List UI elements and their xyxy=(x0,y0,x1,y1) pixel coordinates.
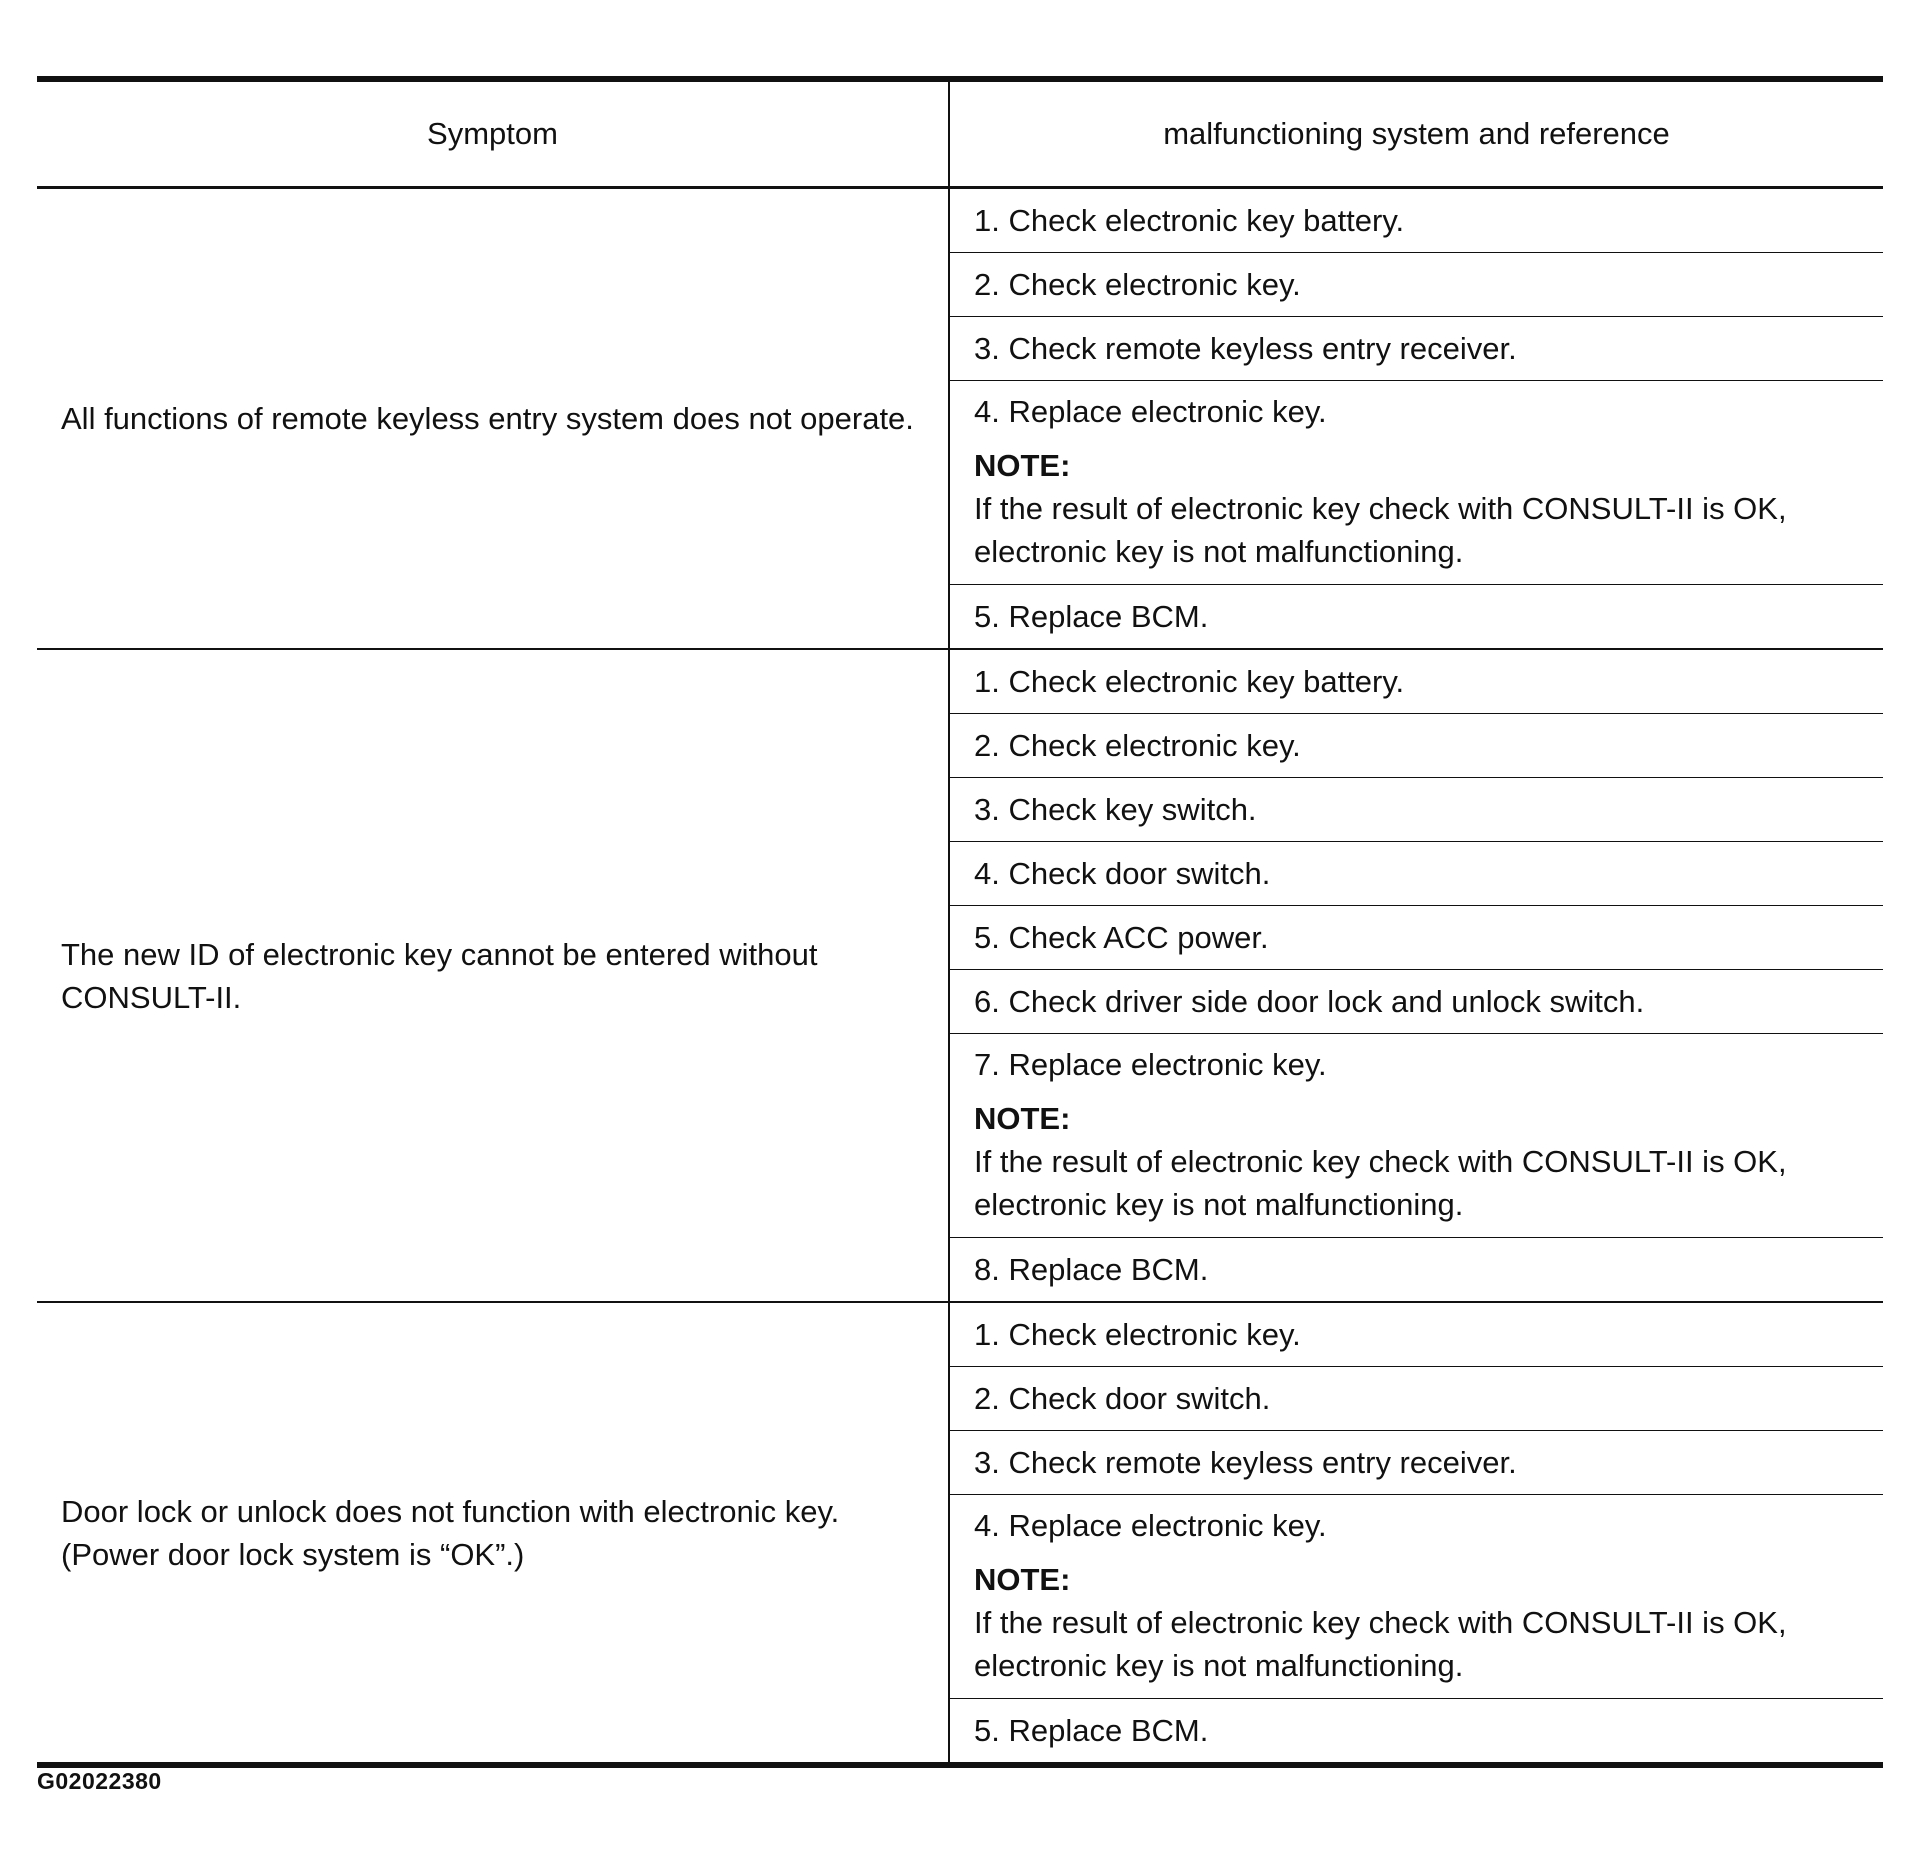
step-text: 3. Check remote keyless entry receiver. xyxy=(974,331,1517,366)
reference-step-cell xyxy=(949,585,1883,650)
table-row xyxy=(37,188,1883,253)
symptom-cell: All functions of remote keyless entry system does not operate. xyxy=(37,188,949,650)
step-text: 7. Replace electronic key. xyxy=(974,1047,1327,1082)
reference-step-cell xyxy=(949,1699,1883,1766)
reference-step-cell xyxy=(949,381,1883,585)
reference-step-cell xyxy=(949,842,1883,906)
step-text: 2. Check electronic key. xyxy=(974,267,1301,302)
step-text: 3. Check remote keyless entry receiver. xyxy=(974,1445,1517,1480)
header-reference: malfunctioning system and reference xyxy=(949,79,1883,188)
step-text: 1. Check electronic key battery. xyxy=(974,203,1405,238)
reference-step-cell xyxy=(949,906,1883,970)
reference-step-cell xyxy=(949,714,1883,778)
reference-step-cell xyxy=(949,1495,1883,1699)
table-row xyxy=(37,1302,1883,1367)
step-text: 4. Replace electronic key. xyxy=(974,394,1327,429)
step-text: 5. Replace BCM. xyxy=(974,1713,1209,1748)
header-symptom: Symptom xyxy=(37,79,949,188)
reference-step-cell xyxy=(949,778,1883,842)
figure-id-label: G02022380 xyxy=(37,1768,162,1794)
table-header xyxy=(37,79,1883,188)
note-label: NOTE: xyxy=(974,448,1071,483)
reference-step-cell xyxy=(949,253,1883,317)
table-body xyxy=(37,188,1883,1766)
reference-step-cell xyxy=(949,1238,1883,1303)
step-text: 2. Check electronic key. xyxy=(974,728,1301,763)
step-text: 5. Replace BCM. xyxy=(974,599,1209,634)
reference-step-cell xyxy=(949,188,1883,253)
note-label: NOTE: xyxy=(974,1101,1071,1136)
diagnosis-table-sheet xyxy=(37,76,1883,1768)
table-row xyxy=(37,649,1883,714)
step-text: 8. Replace BCM. xyxy=(974,1252,1209,1287)
reference-step-cell xyxy=(949,317,1883,381)
reference-step-cell xyxy=(949,649,1883,714)
step-text: 3. Check key switch. xyxy=(974,792,1257,827)
step-text: 4. Replace electronic key. xyxy=(974,1508,1327,1543)
step-text: 5. Check ACC power. xyxy=(974,920,1269,955)
symptom-diagnosis-table xyxy=(37,76,1883,1768)
reference-step-cell xyxy=(949,1302,1883,1367)
note-label: NOTE: xyxy=(974,1562,1071,1597)
reference-step-cell xyxy=(949,1034,1883,1238)
note-text: If the result of electronic key check with CONSULT-II is OK, electronic key is not malfunctioning. xyxy=(974,491,1787,569)
reference-step-cell xyxy=(949,970,1883,1034)
step-text: 4. Check door switch. xyxy=(974,856,1271,891)
step-text: 1. Check electronic key battery. xyxy=(974,664,1405,699)
header-row xyxy=(37,79,1883,188)
symptom-cell: The new ID of electronic key cannot be entered without CONSULT-II. xyxy=(37,649,949,1302)
symptom-cell: Door lock or unlock does not function with electronic key. (Power door lock system is “OK”.) xyxy=(37,1302,949,1765)
reference-step-cell xyxy=(949,1367,1883,1431)
note-text: If the result of electronic key check with CONSULT-II is OK, electronic key is not malfunctioning. xyxy=(974,1144,1787,1222)
step-text: 6. Check driver side door lock and unlock switch. xyxy=(974,984,1645,1019)
step-text: 1. Check electronic key. xyxy=(974,1317,1301,1352)
reference-step-cell xyxy=(949,1431,1883,1495)
note-text: If the result of electronic key check with CONSULT-II is OK, electronic key is not malfunctioning. xyxy=(974,1605,1787,1683)
step-text: 2. Check door switch. xyxy=(974,1381,1271,1416)
